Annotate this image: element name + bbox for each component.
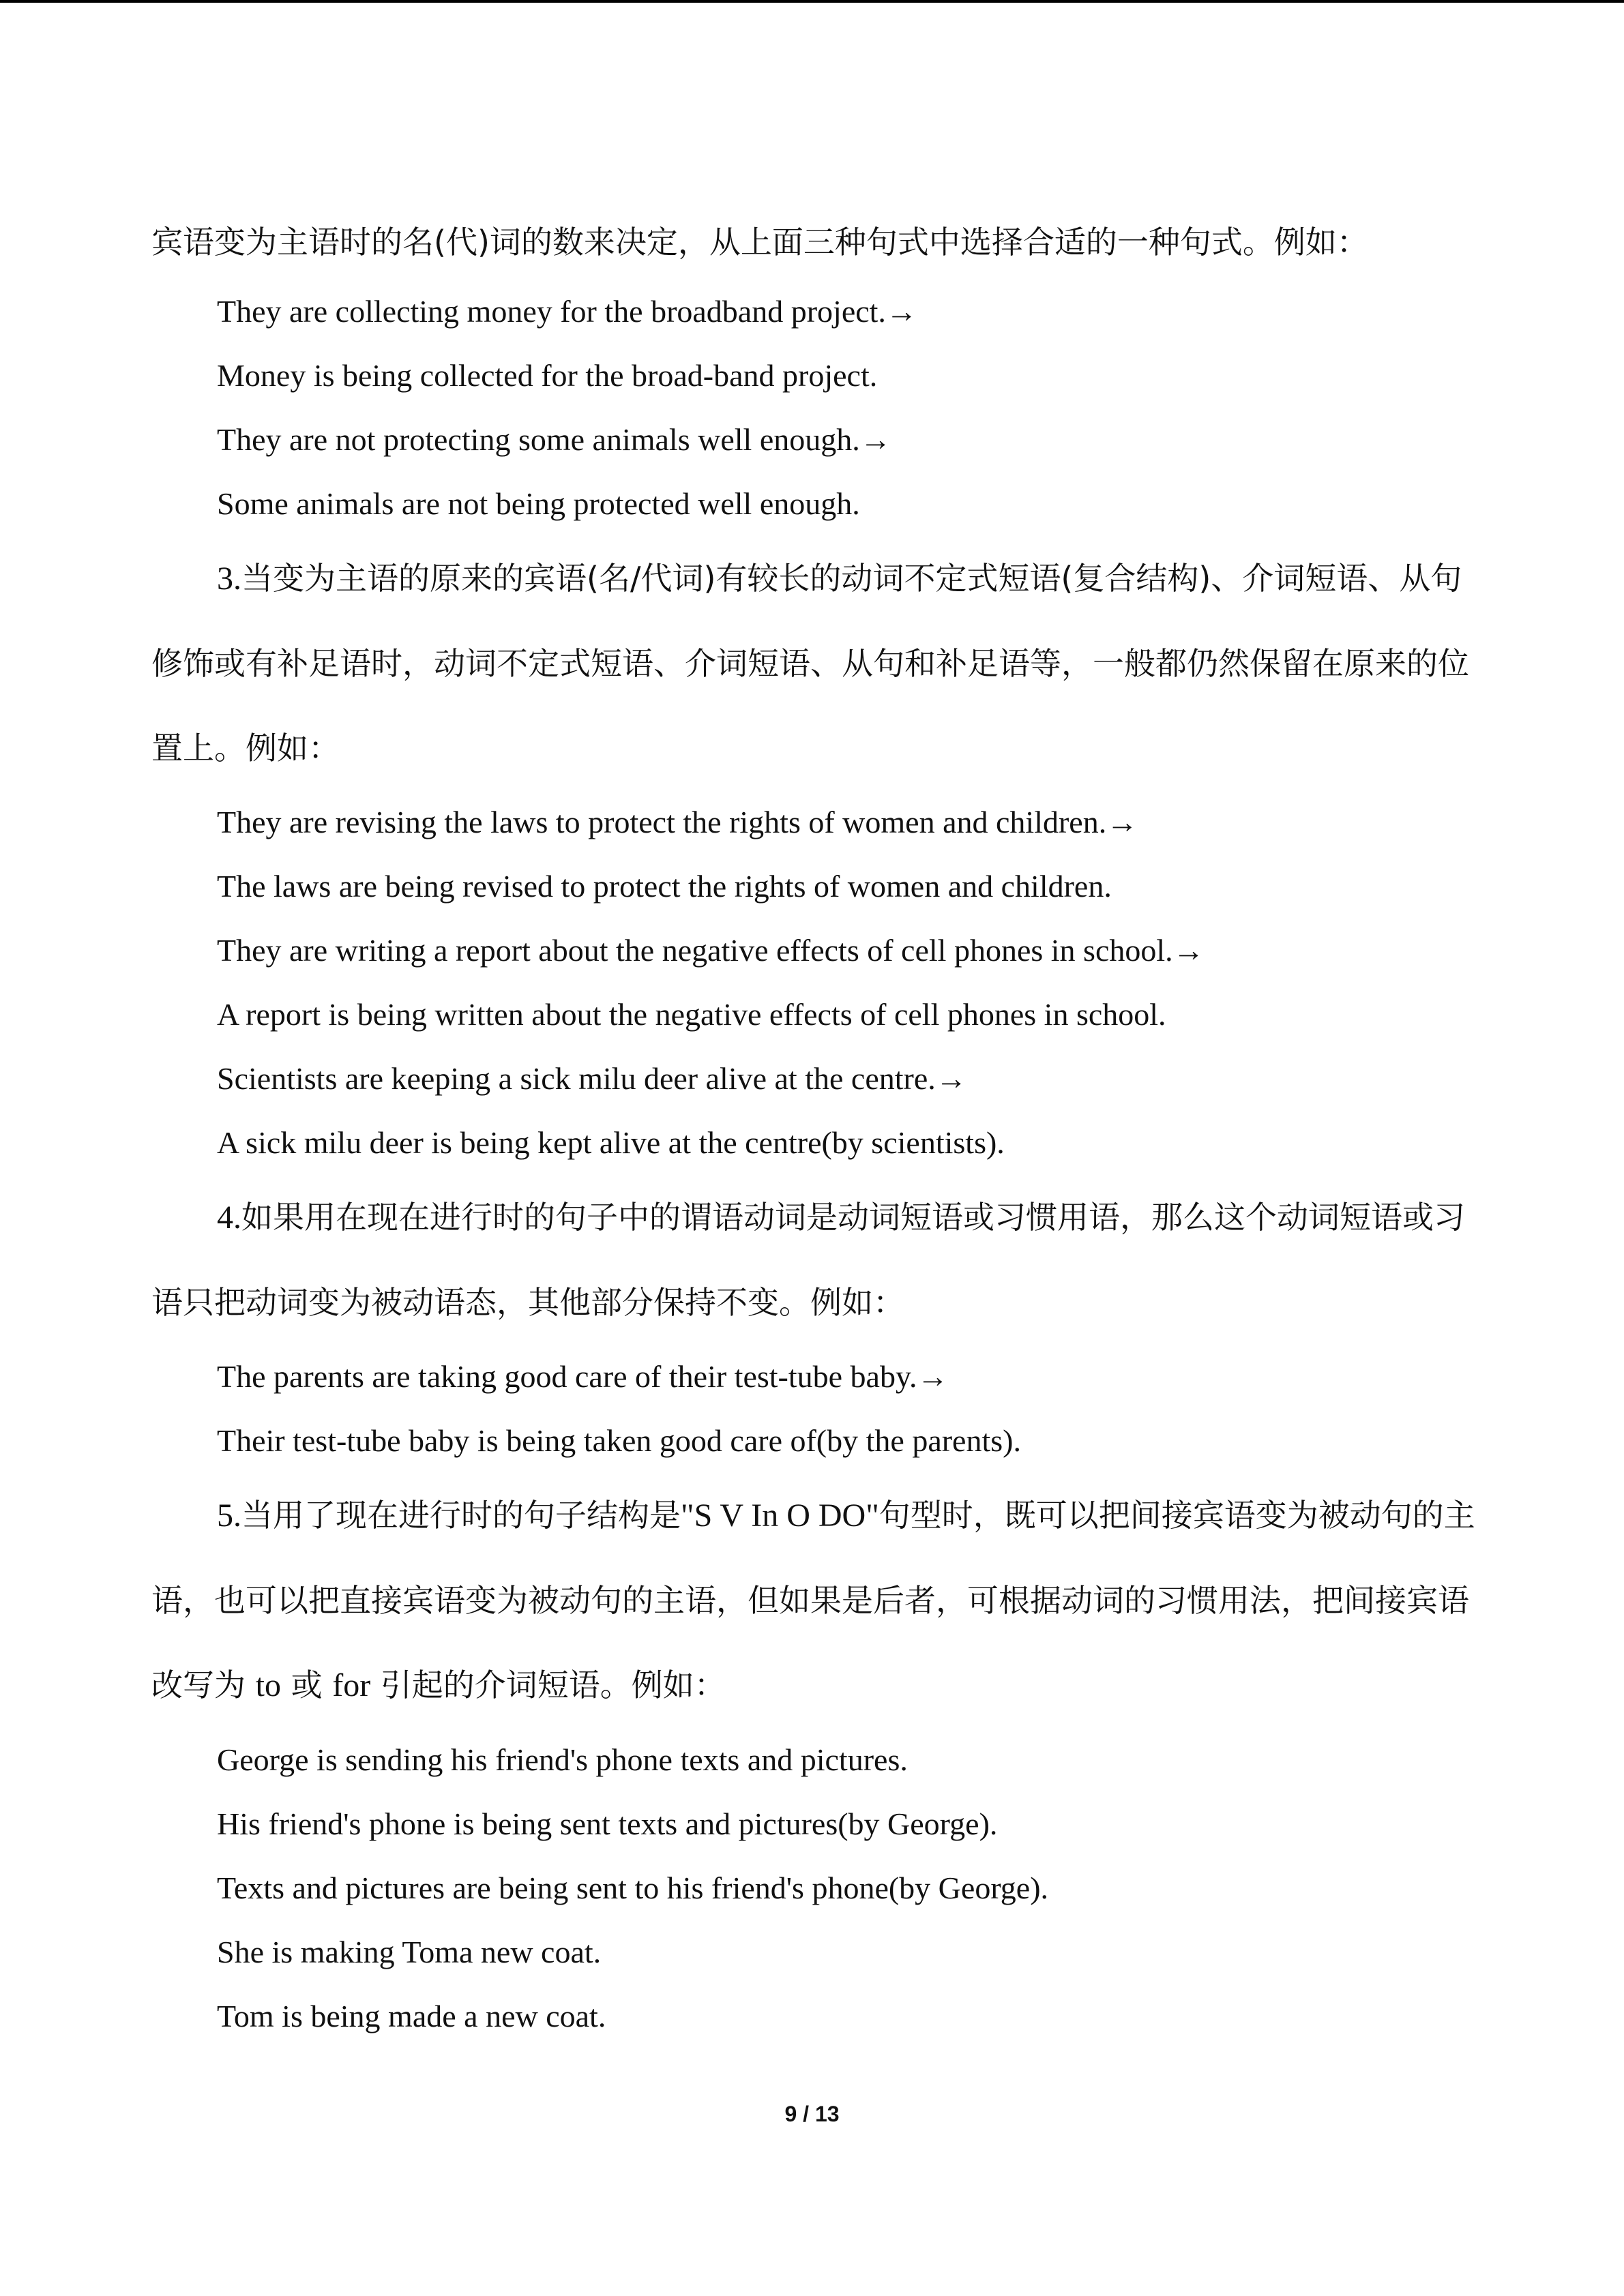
rule-5-number: 5. — [217, 1497, 241, 1534]
examples-block-4 — [151, 1345, 1529, 1473]
example-sentence: George is sending his friend's phone texts and pictures. — [217, 1742, 908, 1777]
example-sentence: Scientists are keeping a sick milu deer alive at the centre.→ — [217, 1061, 967, 1096]
examples-block-3 — [151, 790, 1529, 1175]
example-sentence: They are not protecting some animals well enough.→ — [217, 422, 891, 457]
example-sentence: A report is being written about the negative effects of cell phones in school. — [217, 997, 1166, 1032]
examples-block-1 — [151, 280, 1529, 536]
document-body — [151, 205, 1529, 2048]
rule-3-line-2: 修饰或有补足语时，动词不定式短语、介词短语、从句和补足语等，一般都仍然保留在原来的位 — [151, 645, 1469, 682]
example-sentence: The laws are being revised to protect the rights of women and children. — [217, 869, 1112, 904]
rule-3-number: 3. — [217, 561, 241, 597]
example-sentence: Tom is being made a new coat. — [217, 1999, 606, 2033]
example-sentence: Some animals are not being protected well enough. — [217, 486, 860, 521]
example-sentence: Texts and pictures are being sent to his friend's phone(by George). — [217, 1870, 1049, 1905]
page-number: 9 / 13 — [784, 2102, 840, 2126]
rule-3-line-1: 3.当变为主语的原来的宾语(名/代词)有较长的动词不定式短语(复合结构)、介词短语、从句 — [217, 560, 1462, 597]
rule-4-paragraph — [151, 1175, 1529, 1345]
example-sentence: His friend's phone is being sent texts and pictures(by George). — [217, 1806, 998, 1841]
rule-5-paragraph — [151, 1473, 1529, 1728]
example-sentence: A sick milu deer is being kept alive at the centre(by scientists). — [217, 1125, 1005, 1160]
example-sentence: The parents are taking good care of their test-tube baby.→ — [217, 1359, 949, 1394]
examples-block-5 — [151, 1728, 1529, 2048]
rule-3-paragraph — [151, 536, 1529, 790]
example-sentence: They are collecting money for the broadband project.→ — [217, 294, 917, 329]
example-sentence: She is making Toma new coat. — [217, 1935, 602, 1969]
rule-4-line-1: 4.如果用在现在进行时的句子中的谓语动词是动词短语或习惯用语，那么这个动词短语或习 — [217, 1199, 1465, 1236]
rule-4-number: 4. — [217, 1199, 241, 1236]
rule-5-line-1: 5.当用了现在进行时的句子结构是"S V In O DO"句型时，既可以把间接宾语变为被动句的主 — [217, 1497, 1475, 1534]
top-border-line — [0, 0, 1624, 3]
example-sentence: They are writing a report about the negative effects of cell phones in school.→ — [217, 933, 1205, 968]
rule-4-line-2: 语只把动词变为被动语态，其他部分保持不变。例如： — [151, 1284, 904, 1321]
example-sentence: Their test-tube baby is being taken good care of(by the parents). — [217, 1423, 1021, 1458]
rule-5-line-2: 语，也可以把直接宾语变为被动句的主语，但如果是后者，可根据动词的习惯用法，把间接宾语 — [151, 1582, 1469, 1619]
rule-3-line-3: 置上。例如： — [151, 730, 340, 766]
rule-5-line-3: 改写为 to 或 for 引起的介词短语。例如： — [151, 1667, 726, 1703]
example-sentence: Money is being collected for the broad-band project. — [217, 358, 878, 393]
example-sentence: They are revising the laws to protect the rights of women and children.→ — [217, 805, 1138, 839]
intro-paragraph: 宾语变为主语时的名(代)词的数来决定，从上面三种句式中选择合适的一种句式。例如： — [151, 224, 1368, 260]
